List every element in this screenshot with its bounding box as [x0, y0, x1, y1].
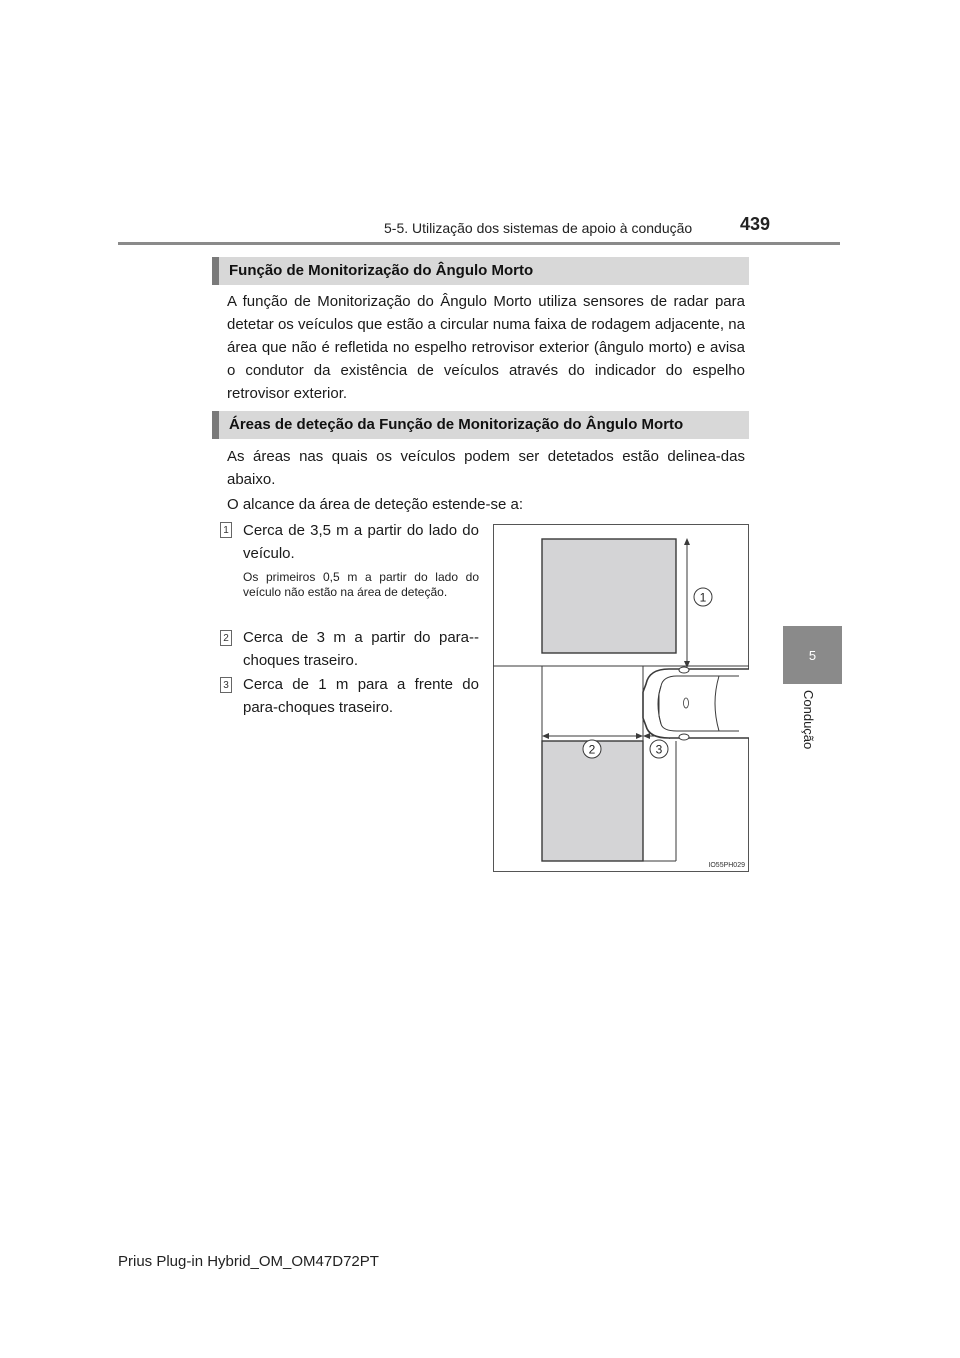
rear-detection-zone: [542, 741, 643, 861]
item-text: Cerca de 1 m para a frente do para-choques traseiro.: [243, 676, 479, 716]
detection-range-intro: O alcance da área de deteção estende-se a:: [227, 496, 524, 513]
header-rule: [118, 242, 840, 245]
item-text: Cerca de 3,5 m a partir do lado do veículo.: [243, 522, 479, 562]
callout-3-label: 3: [655, 742, 663, 757]
vehicle-top-view: [643, 667, 749, 740]
side-detection-zone: [542, 539, 676, 653]
callout-1-label: 1: [699, 590, 707, 605]
section-heading-blind-spot: Função de Monitorização do Ângulo Morto: [212, 257, 749, 285]
item-number-badge: 1: [220, 522, 232, 538]
chapter-tab-label: [801, 690, 821, 770]
side-mirror: [679, 667, 689, 673]
callout-2-label: 2: [588, 742, 596, 757]
section-heading-detection-areas: Áreas de deteção da Função de Monitorização do Ângulo Morto: [212, 411, 749, 439]
item-number-badge: 3: [220, 677, 232, 693]
chapter-tab-label-text: Condução: [801, 690, 816, 750]
item-number-badge: 2: [220, 630, 232, 646]
callout-3: [650, 740, 668, 758]
section-body-blind-spot: A função de Monitorização do Ângulo Morto utiliza sensores de radar para detetar os veículos que estão a circular numa faixa de rodagem adjacente, na área que não é refletida no espelho retrovisor exterior (ângulo morto) e avisa o condutor da existência de veículos através do indicador do espelho retrovisor exterior.: [227, 293, 745, 402]
side-mirror: [679, 734, 689, 740]
callout-2: [583, 740, 601, 758]
chapter-tab-number: 5: [783, 626, 842, 684]
item-note: Os primeiros 0,5 m a partir do lado do veículo não estão na área de deteção.: [243, 570, 479, 599]
page-number: 439: [740, 214, 771, 234]
header-section-title: 5-5. Utilização dos sistemas de apoio à condução: [384, 220, 693, 236]
section-body-detection-areas: As áreas nas quais os veículos podem ser detetados estão delinea-das abaixo.: [227, 448, 745, 488]
item-text: Cerca de 3 m a partir do para--choques traseiro.: [243, 629, 479, 669]
callout-1: [694, 588, 712, 606]
figure-code: IO55PH029: [708, 862, 745, 869]
footer-document-id: Prius Plug-in Hybrid_OM_OM47D72PT: [118, 1253, 379, 1270]
detection-area-diagram: [493, 524, 749, 872]
